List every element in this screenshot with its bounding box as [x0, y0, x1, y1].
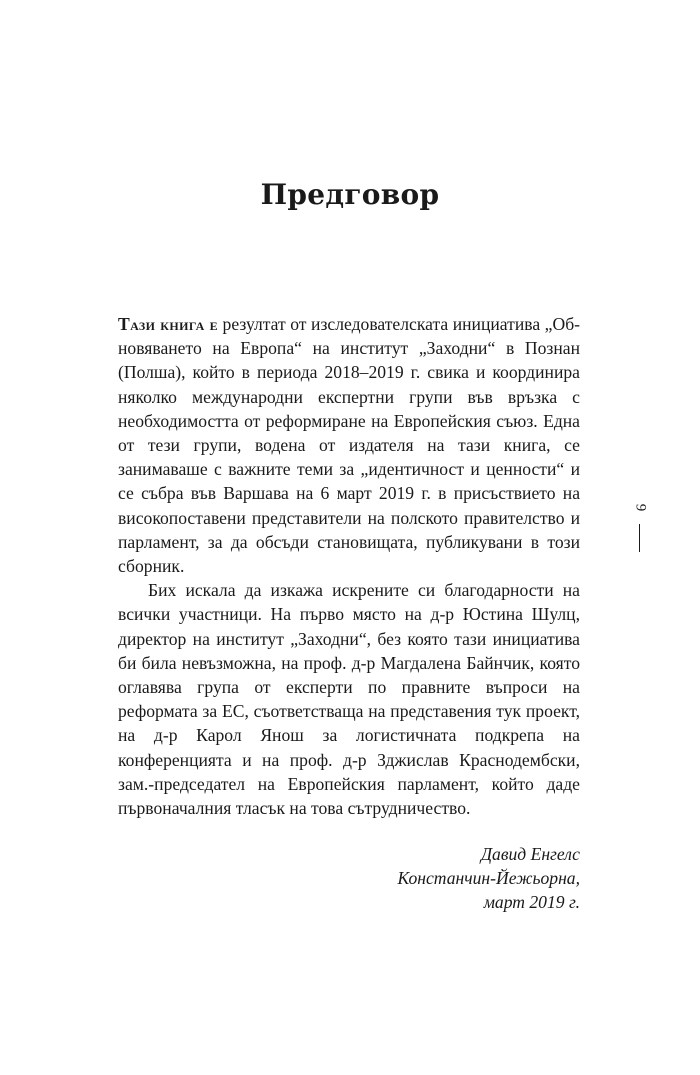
page-number: 9 — [632, 503, 649, 512]
signature-place: Констанчин-Йежьорна, — [397, 868, 580, 889]
signature-block — [397, 842, 580, 915]
page-title: Предговор — [260, 178, 440, 211]
paragraph-2-text: Бих искала да изкажа искрените си благодарности на всички участници. На първо място на д-р Юстина Шулц, директор на институт „Заходни“, без която тази инициатива би била невъзможна, на проф. д-р Магдалена Байнчик, която оглавява група от експерти по правните въпроси на реформата за ЕС, съответстваща на представения тук проект, на д-р Карол Янош за логистичната подкрепа на конференцията и на проф. д-р Зджислав Краснодембски, зам.-председател на Европейския парламент, който даде първоначалния тласък на това сътрудничество. — [118, 580, 580, 819]
signature-date: март 2019 г. — [483, 892, 580, 913]
folio — [630, 498, 650, 558]
folio-rule — [639, 524, 640, 552]
paragraph-1 — [118, 312, 580, 578]
lead-in: Тази книга е — [118, 314, 219, 334]
paragraph-1-text: резултат от изследователската инициатива „Обновяването на Европа“ на институт „Заходни“ в Познан (Полша), който в периода 2018–2019 г. свика и координира няколко международни експертни групи във връзка с необходимостта от реформиране на Европейския съюз. Една от тези групи, водена от издателя на тази книга, се занимаваше с важните теми за „идентичност и ценности“ и се събра във Варшава на 6 март 2019 г. в присъствието на високопоставени представители на полското правителство и парламент, за да обсъди становищата, публикувани в този сборник. — [118, 314, 580, 577]
author-name: Давид Енгелс — [480, 844, 580, 864]
paragraph-2 — [118, 578, 580, 820]
body-text — [118, 312, 580, 820]
